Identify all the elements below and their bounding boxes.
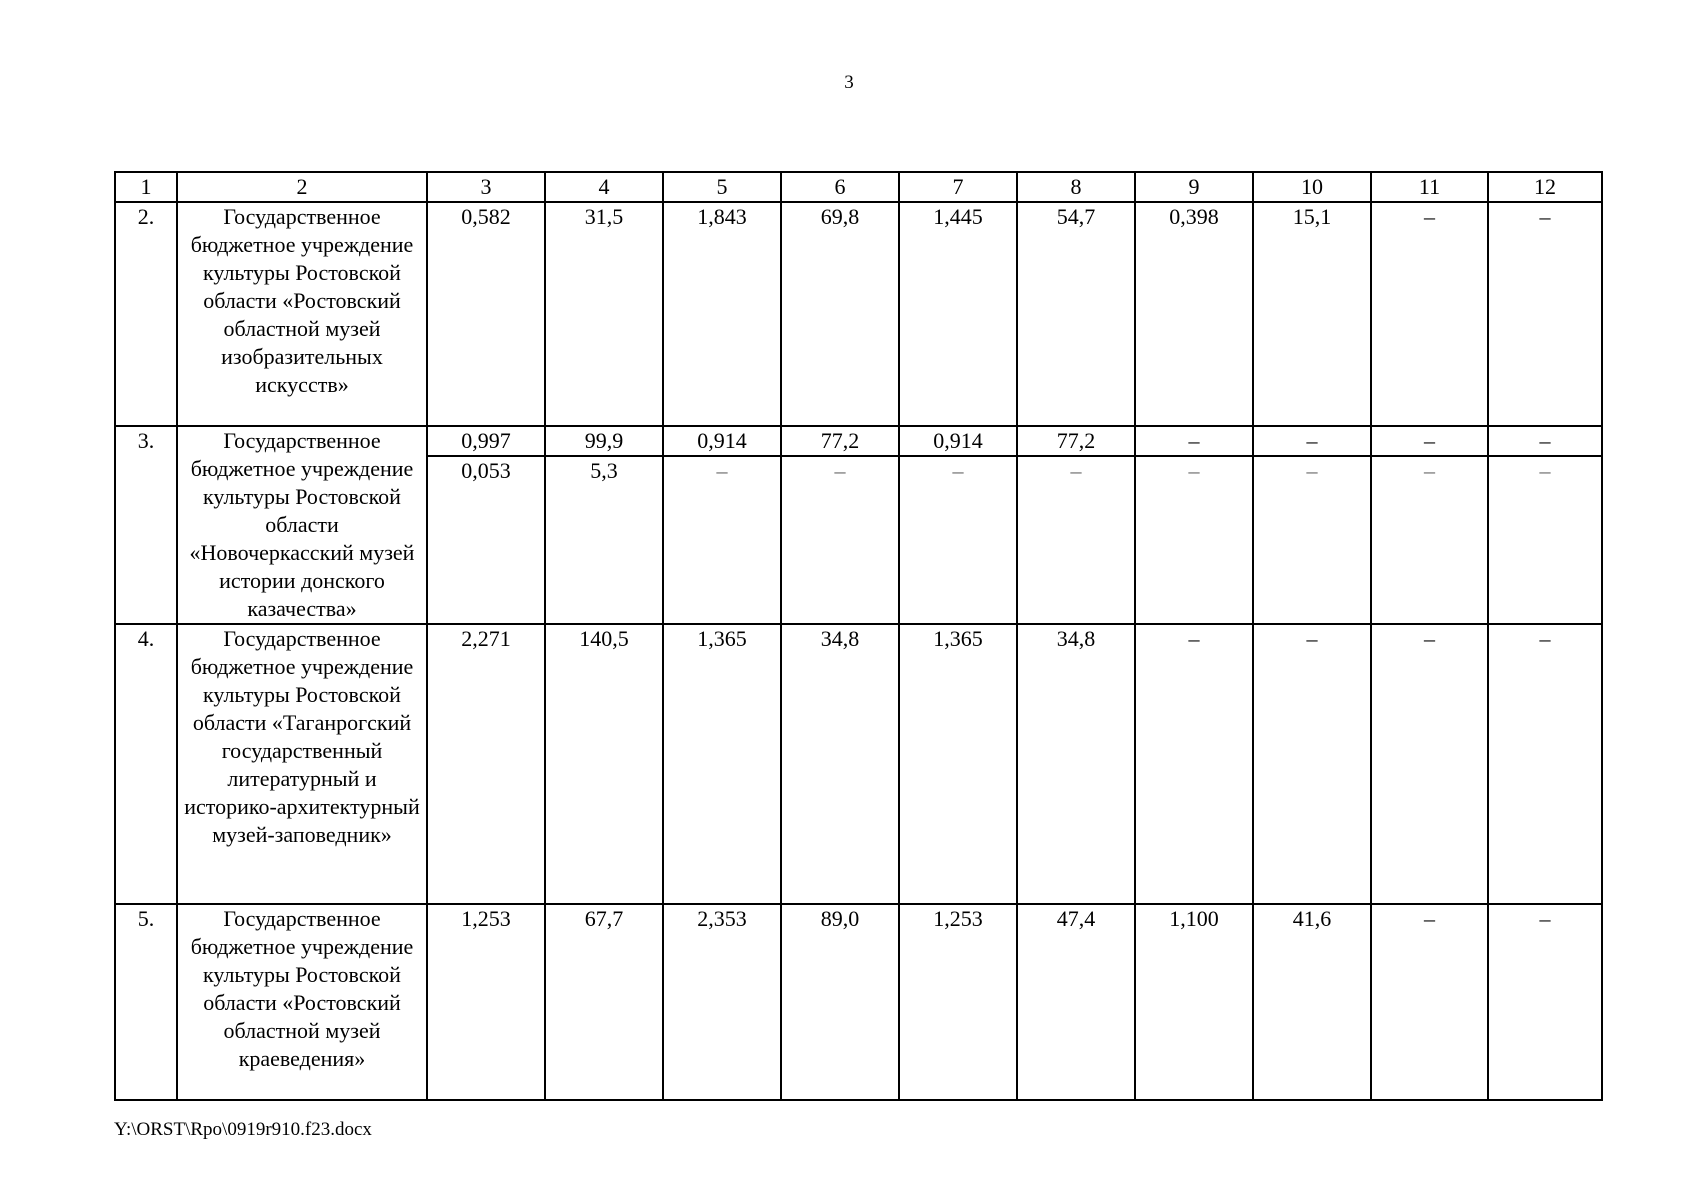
value-cell: – [1371, 456, 1488, 624]
header-cell: 9 [1135, 172, 1253, 202]
value-cell: 1,365 [899, 624, 1017, 904]
value-cell: – [1488, 624, 1602, 904]
value-cell: – [1253, 624, 1371, 904]
value-cell: 2,353 [663, 904, 781, 1100]
value-cell: 1,253 [899, 904, 1017, 1100]
value-cell: 77,2 [1017, 426, 1135, 456]
institution-name: Государственное бюджетное учреждение культуры Ростовской области «Новочеркасский музей истории донского казачества» [177, 426, 427, 624]
institution-name: Государственное бюджетное учреждение культуры Ростовской области «Ростовский областной музей краеведения» [177, 904, 427, 1100]
header-cell: 6 [781, 172, 899, 202]
table-row [115, 426, 1602, 456]
value-cell: – [1371, 426, 1488, 456]
value-cell: – [1488, 202, 1602, 426]
value-cell: 34,8 [1017, 624, 1135, 904]
institution-name: Государственное бюджетное учреждение культуры Ростовской области «Ростовский областной музей изобразительных искусств» [177, 202, 427, 426]
header-cell: 2 [177, 172, 427, 202]
value-cell: 67,7 [545, 904, 663, 1100]
value-cell: – [1135, 456, 1253, 624]
header-cell: 10 [1253, 172, 1371, 202]
value-cell: 1,253 [427, 904, 545, 1100]
value-cell: 77,2 [781, 426, 899, 456]
value-cell: – [1488, 904, 1602, 1100]
value-cell: 1,365 [663, 624, 781, 904]
value-cell: 89,0 [781, 904, 899, 1100]
value-cell: – [1371, 904, 1488, 1100]
value-cell: 54,7 [1017, 202, 1135, 426]
value-cell: 15,1 [1253, 202, 1371, 426]
value-cell: 34,8 [781, 624, 899, 904]
header-cell: 12 [1488, 172, 1602, 202]
value-cell: – [1488, 456, 1602, 624]
value-cell: 69,8 [781, 202, 899, 426]
value-cell: – [1135, 426, 1253, 456]
value-cell: 140,5 [545, 624, 663, 904]
header-cell: 1 [115, 172, 177, 202]
value-cell: – [663, 456, 781, 624]
table-row [115, 202, 1602, 426]
value-cell: 0,582 [427, 202, 545, 426]
value-cell: 5,3 [545, 456, 663, 624]
value-cell: 31,5 [545, 202, 663, 426]
value-cell: 0,398 [1135, 202, 1253, 426]
value-cell: 41,6 [1253, 904, 1371, 1100]
header-cell: 4 [545, 172, 663, 202]
value-cell: 47,4 [1017, 904, 1135, 1100]
row-number: 4. [115, 624, 177, 904]
value-cell: – [1253, 456, 1371, 624]
value-cell: – [899, 456, 1017, 624]
value-cell: 0,997 [427, 426, 545, 456]
value-cell: 0,053 [427, 456, 545, 624]
value-cell: – [1017, 456, 1135, 624]
header-cell: 7 [899, 172, 1017, 202]
institution-name: Государственное бюджетное учреждение культуры Ростовской области «Таганрогский государственный литературный и историко-архитектурный музей-заповедник» [177, 624, 427, 904]
header-cell: 5 [663, 172, 781, 202]
value-cell: – [781, 456, 899, 624]
value-cell: 1,100 [1135, 904, 1253, 1100]
value-cell: – [1253, 426, 1371, 456]
value-cell: 1,445 [899, 202, 1017, 426]
row-number: 5. [115, 904, 177, 1100]
file-path-footer: Y:\ORST\Rpo\0919r910.f23.docx [114, 1119, 372, 1140]
value-cell: 2,271 [427, 624, 545, 904]
value-cell: – [1371, 624, 1488, 904]
header-cell: 11 [1371, 172, 1488, 202]
value-cell: – [1488, 426, 1602, 456]
value-cell: 99,9 [545, 426, 663, 456]
table-header-row [115, 172, 1602, 202]
header-cell: 8 [1017, 172, 1135, 202]
header-cell: 3 [427, 172, 545, 202]
row-number: 2. [115, 202, 177, 426]
page-number: 3 [844, 72, 854, 93]
table-row [115, 624, 1602, 904]
data-table [114, 171, 1603, 1101]
table-row [115, 904, 1602, 1100]
row-number: 3. [115, 426, 177, 624]
value-cell: – [1135, 624, 1253, 904]
value-cell: 0,914 [899, 426, 1017, 456]
value-cell: – [1371, 202, 1488, 426]
value-cell: 1,843 [663, 202, 781, 426]
value-cell: 0,914 [663, 426, 781, 456]
